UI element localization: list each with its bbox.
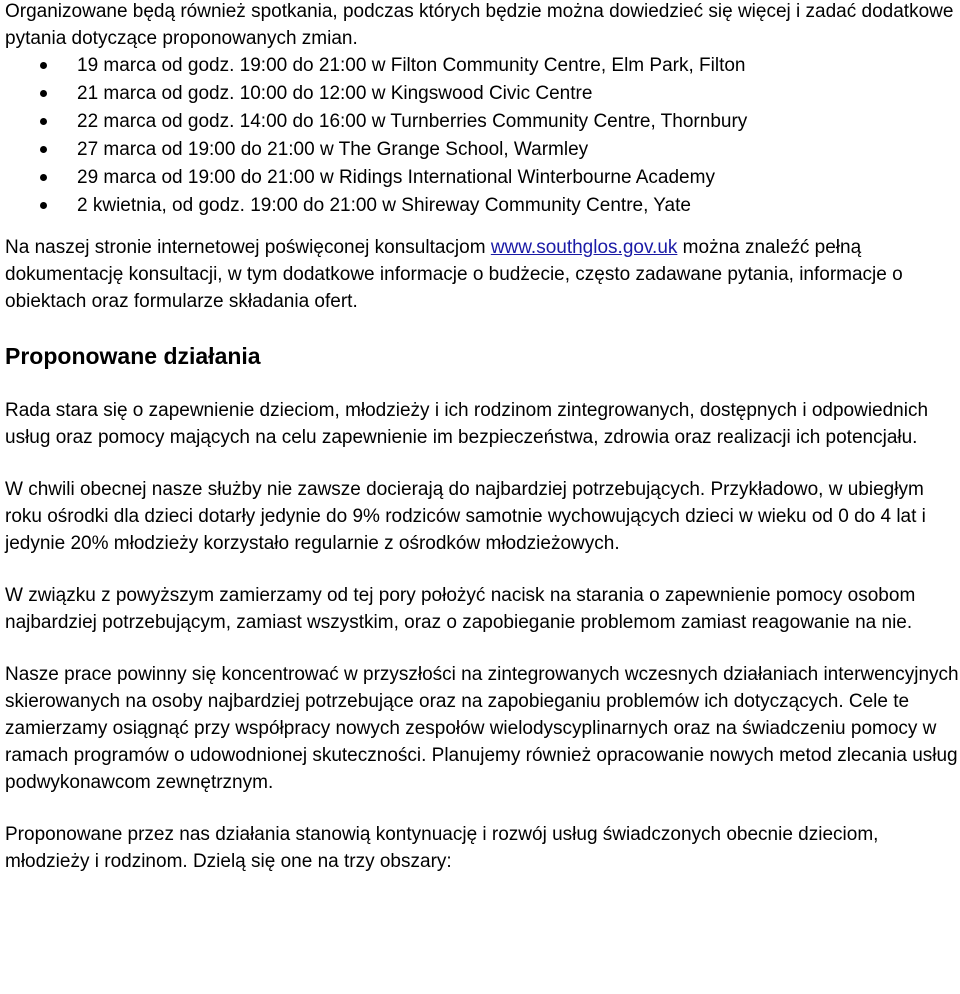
bullet-icon [40, 118, 47, 125]
bullet-icon [40, 146, 47, 153]
meeting-text: 2 kwietnia, od godz. 19:00 do 21:00 w Shireway Community Centre, Yate [77, 195, 691, 216]
meeting-text: 22 marca od godz. 14:00 do 16:00 w Turnberries Community Centre, Thornbury [77, 111, 748, 132]
paragraph-areas: Proponowane przez nas działania stanowią kontynuację i rozwój usług świadczonych obecnie dzieciom, młodzieży i rodzinom. Dzielą się one na trzy obszary: [5, 824, 879, 872]
meetings-list [5, 52, 960, 220]
website-paragraph [5, 234, 960, 315]
meeting-item [5, 164, 960, 192]
website-text-before: Na naszej stronie internetowej poświęconej konsultacjom [5, 237, 491, 258]
meeting-text: 21 marca od godz. 10:00 do 12:00 w Kingswood Civic Centre [77, 83, 593, 104]
meeting-text: 19 marca od godz. 19:00 do 21:00 w Filton Community Centre, Elm Park, Filton [77, 55, 746, 76]
paragraph-current-state: W chwili obecnej nasze służby nie zawsze docierają do najbardziej potrzebujących. Przykładowo, w ubiegłym roku ośrodki dla dzieci dotarły jedynie do 9% rodziców samotnie wychowujących dzieci w wieku od 0 do 4 lat i jedynie 20% młodzieży korzystało regularnie z ośrodków młodzieżowych. [5, 479, 926, 554]
paragraph-goal: Rada stara się o zapewnienie dzieciom, młodzieży i ich rodzinom zintegrowanych, dostępnych i odpowiednich usług oraz pomocy mających na celu zapewnienie im bezpieczeństwa, zdrowia oraz realizacji ich potencjału. [5, 400, 929, 448]
meeting-text: 27 marca od 19:00 do 21:00 w The Grange School, Warmley [77, 139, 589, 160]
paragraph-future-work: Nasze prace powinny się koncentrować w przyszłości na zintegrowanych wczesnych działaniach interwencyjnych skierowanych na osoby najbardziej potrzebujące oraz na zapobieganiu problemów ich dotyczących. Cele te zamierzamy osiągnąć przy współpracy nowych zespołów wielodyscyplinarnych oraz na świadczeniu pomocy w ramach programów o udowodnionej skuteczności. Planujemy również opracowanie nowych metod zlecania usług podwykonawcom zewnętrznym. [5, 664, 959, 793]
bullet-icon [40, 202, 47, 209]
meeting-text: 29 marca od 19:00 do 21:00 w Ridings International Winterbourne Academy [77, 167, 715, 188]
paragraph-focus: W związku z powyższym zamierzamy od tej pory położyć nacisk na starania o zapewnienie pomocy osobom najbardziej potrzebującym, zamiast wszystkim, oraz o zapobieganie problemom zamiast reagowanie na nie. [5, 585, 916, 633]
bullet-icon [40, 62, 47, 69]
section-heading: Proponowane działania [5, 343, 261, 369]
meeting-item [5, 52, 960, 80]
website-link[interactable]: www.southglos.gov.uk [490, 237, 678, 258]
meeting-item [5, 108, 960, 136]
website-text-after: można znaleźć pełną dokumentację konsultacji, w tym dodatkowe informacje o budżecie, często zadawane pytania, informacje o obiektach oraz formularze składania ofert. [5, 237, 903, 312]
meeting-item [5, 80, 960, 108]
bullet-icon [40, 174, 47, 181]
bullet-icon [40, 90, 47, 97]
meeting-item [5, 136, 960, 164]
intro-paragraph: Organizowane będą również spotkania, podczas których będzie można dowiedzieć się więcej i zadać dodatkowe pytania dotyczące proponowanych zmian. [5, 1, 954, 49]
meeting-item [5, 192, 960, 220]
